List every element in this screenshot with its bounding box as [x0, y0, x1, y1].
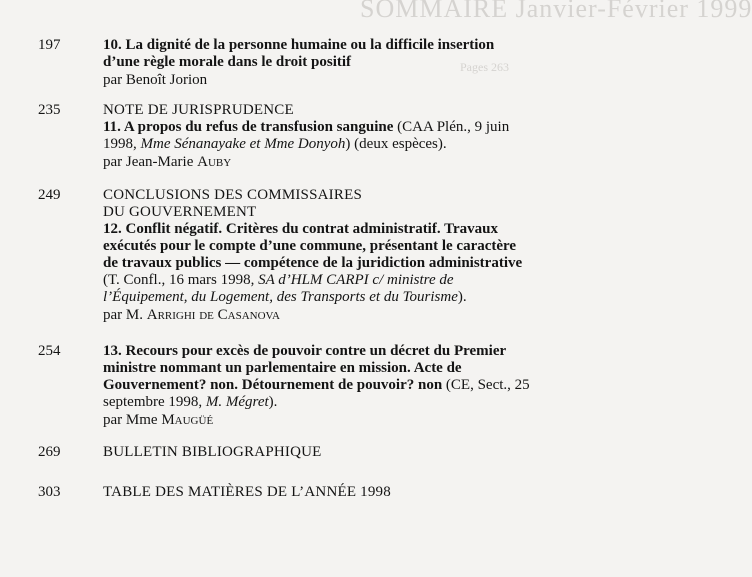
entry-author: par Jean-Marie Auby — [103, 154, 232, 170]
section-heading: TABLE DES MATIÈRES DE L’ANNÉE 1998 — [103, 484, 391, 500]
entry-author: par Mme Maugüé — [103, 412, 214, 428]
page-number: 235 — [38, 102, 61, 118]
page-number: 197 — [38, 37, 61, 53]
entry-title: 10. La dignité de la personne humaine ou la difficile insertion d’une règle morale dans le droit positif — [103, 37, 495, 70]
entry-title-line: 12. Conflit négatif. Critères du contrat administratif. Travaux exécutés pour le compte d’une commune, présentant le caractère de travaux publics — compétence de la juridiction administrative (T. Confl., 16 mars 1998, SA d’HLM CARPI c/ ministre de l’Équipement, du Logement, des Transports et du Tourisme). — [103, 221, 523, 305]
entry-author: par Benoît Jorion — [103, 72, 208, 88]
entry-body — [103, 484, 533, 501]
section-heading: NOTE DE JURISPRUDENCE — [103, 102, 294, 118]
page-number: 249 — [38, 187, 61, 203]
entry-title-line: 13. Recours pour excès de pouvoir contre un décret du Premier ministre nommant un parlementaire en mission. Acte de Gouvernement? non. Détournement de pouvoir? non (CE, Sect., 25 septembre 1998, M. Mégret). — [103, 343, 530, 410]
entry-body — [103, 187, 533, 324]
page-number: 303 — [38, 484, 61, 500]
entry-title-line: 11. A propos du refus de transfusion sanguine (CAA Plén., 9 juin 1998, Mme Sénanayake et Mme Donyoh) (deux espèces). — [103, 119, 510, 152]
page-number: 269 — [38, 444, 61, 460]
entry-body — [103, 37, 533, 89]
show-through-pages: Pages 263 — [460, 60, 509, 74]
page-number: 254 — [38, 343, 61, 359]
section-heading: CONCLUSIONS DES COMMISSAIRES — [103, 187, 362, 203]
entry-body — [103, 444, 533, 461]
entry-author: par M. Arrighi de Casanova — [103, 307, 281, 323]
section-heading-cont: DU GOUVERNEMENT — [103, 204, 257, 220]
entry-body — [103, 343, 533, 429]
section-heading: BULLETIN BIBLIOGRAPHIQUE — [103, 444, 322, 460]
entry-body — [103, 102, 533, 171]
show-through-header: SOMMAIRE Janvier-Février 1999 — [360, 0, 752, 23]
